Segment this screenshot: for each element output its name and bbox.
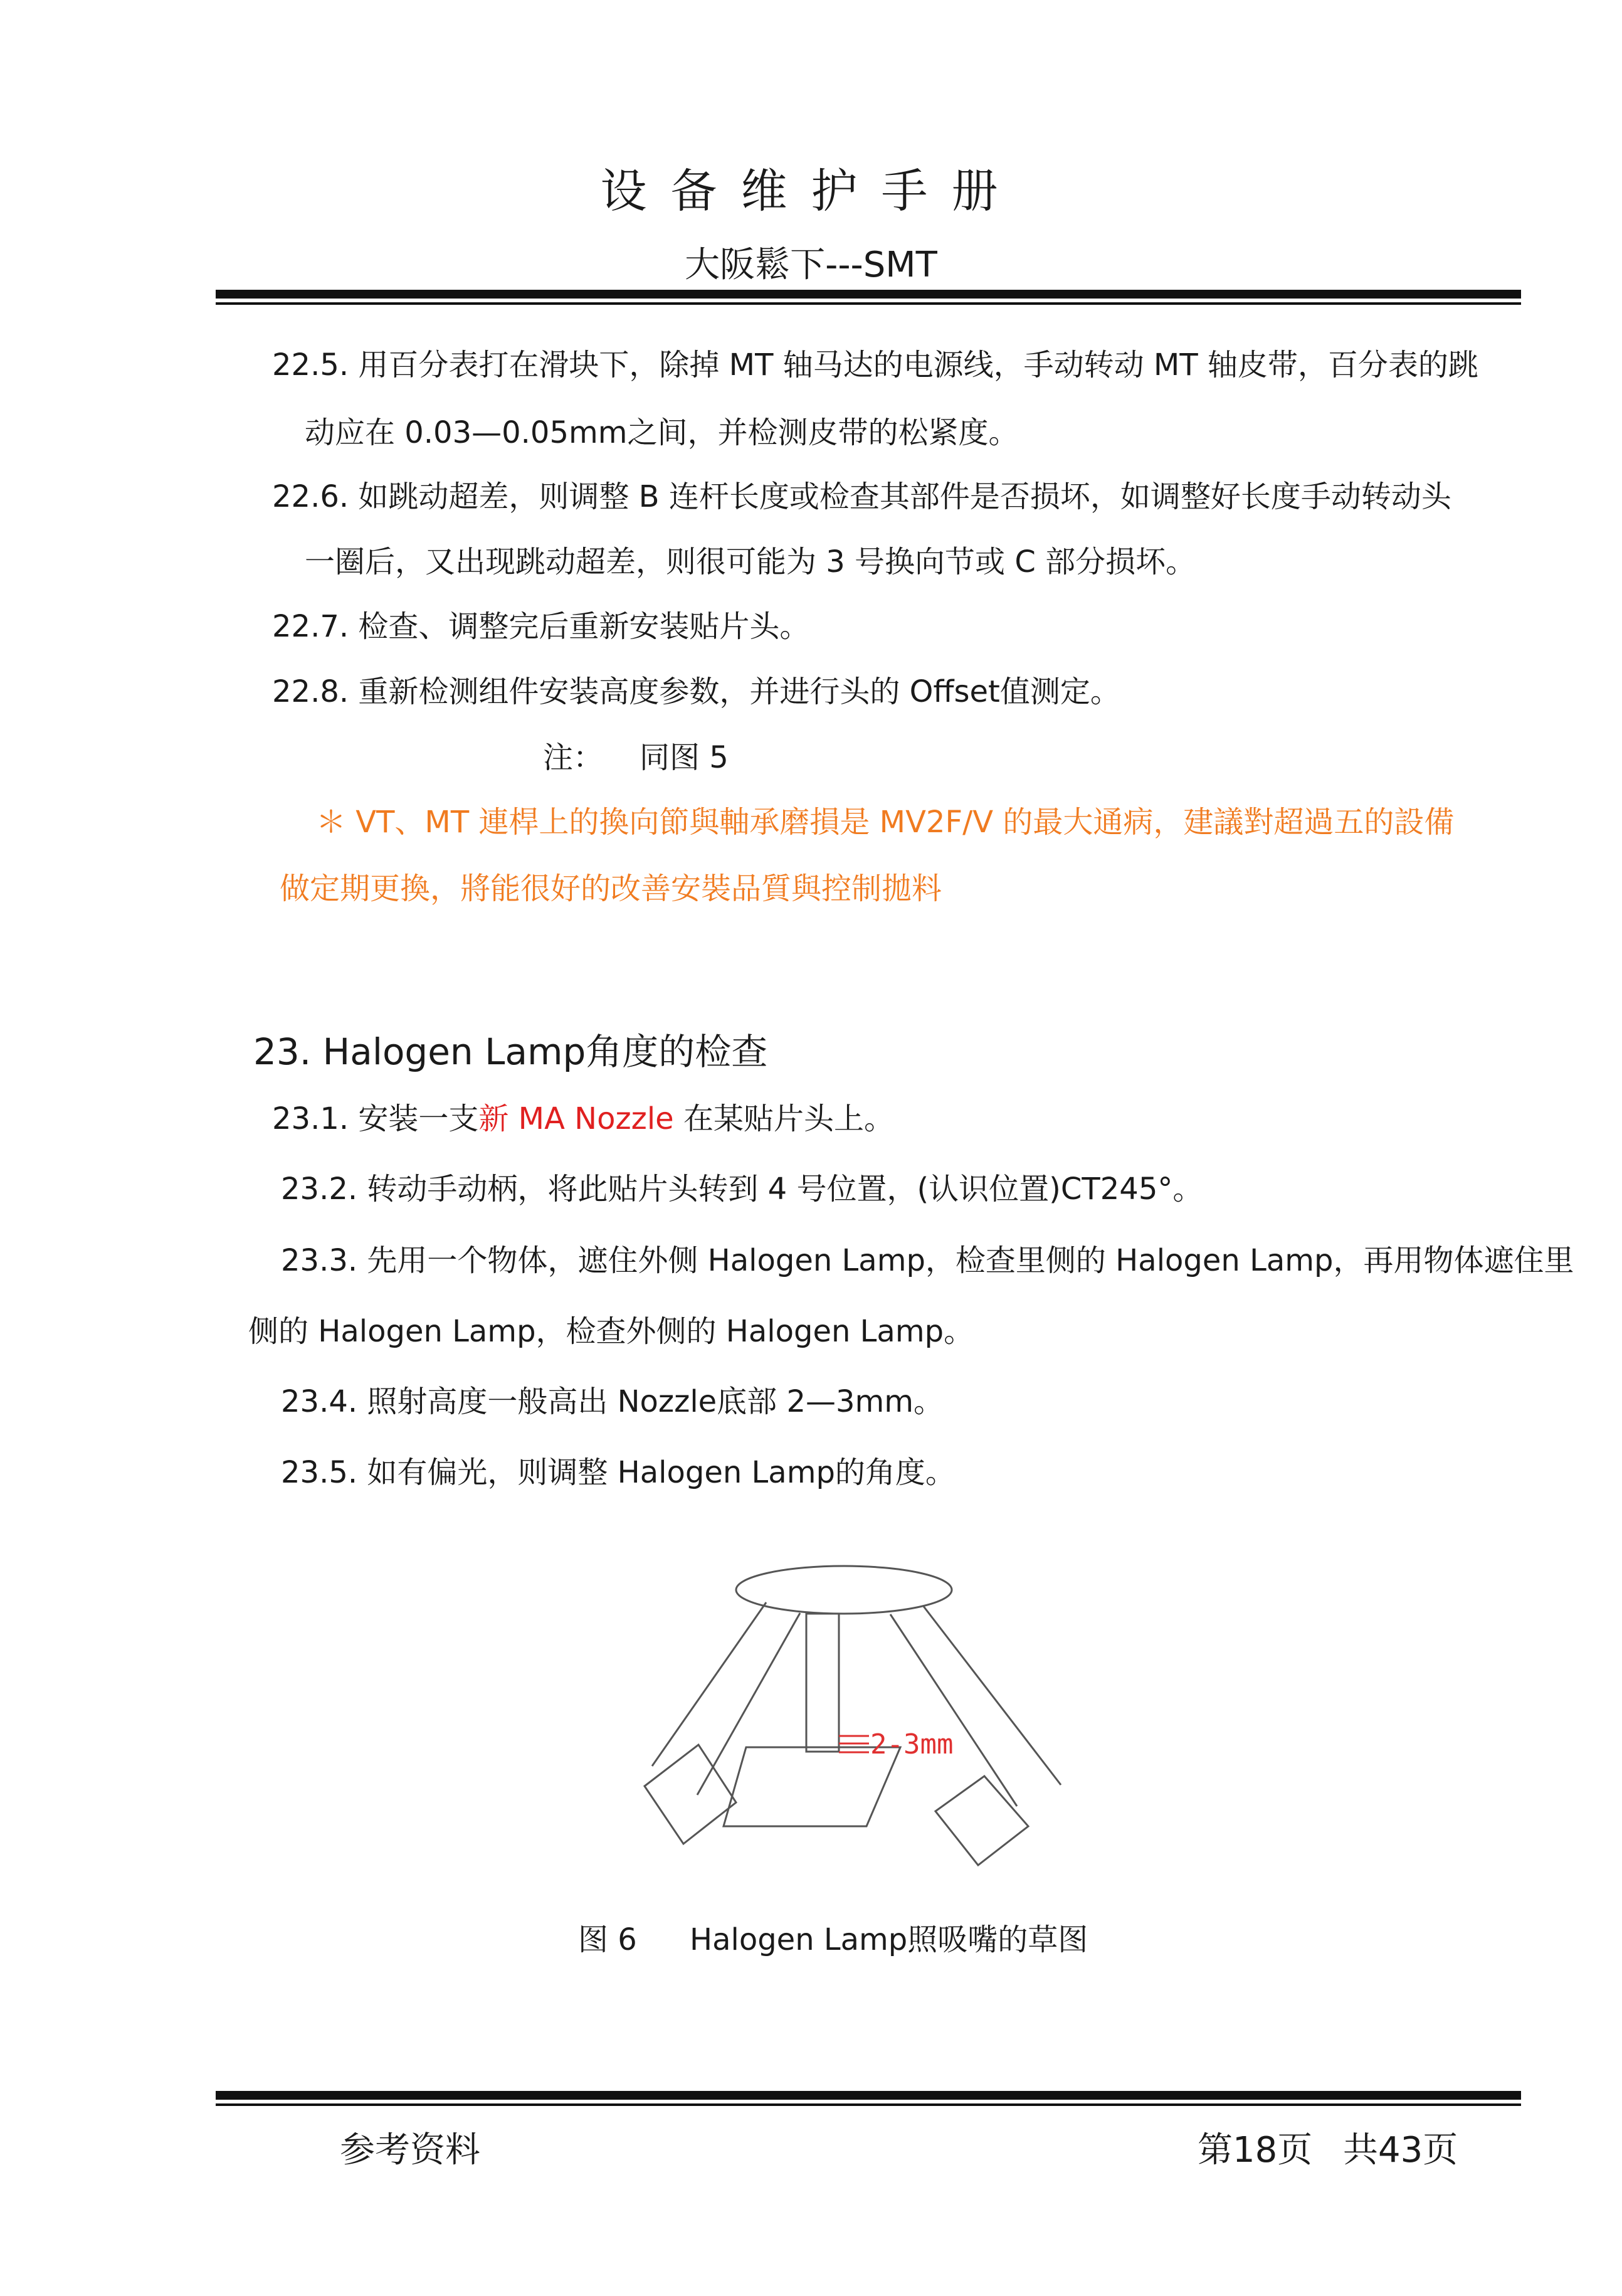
item-23-4: 23.4. 照射高度一般高出 Nozzle底部 2—3mm。 — [281, 1384, 944, 1419]
footer-rule-thin — [216, 2103, 1521, 2106]
item-22-5-line1: 22.5. 用百分表打在滑块下，除掉 MT 轴马达的电源线，手动转动 MT 轴皮带，百分表的跳 — [272, 347, 1478, 383]
left-beam-outer — [652, 1602, 766, 1766]
header-rule-thick — [216, 290, 1521, 299]
item-22-6-line1: 22.6. 如跳动超差，则调整 B 连杆长度或检查其部件是否损坏，如调整好长度手动转动头 — [272, 479, 1451, 514]
page-title: 设备维护手册 — [600, 164, 1022, 218]
page-subtitle: 大阪鬆下---SMT — [685, 245, 937, 285]
right-lamp-box — [935, 1776, 1028, 1865]
head-ellipse — [736, 1566, 952, 1614]
item-23-2: 23.2. 转动手动柄，将此贴片头转到 4 号位置，(认识位置)CT245°。 — [281, 1172, 1203, 1207]
item-23-1-highlight: 新 MA Nozzle — [478, 1101, 674, 1136]
item-22-7: 22.7. 检查、调整完后重新安装贴片头。 — [272, 609, 810, 644]
dimension-label: 2-3mm — [870, 1728, 954, 1760]
item-22-8: 22.8. 重新检测组件安装高度参数，并进行头的 Offset值测定。 — [272, 674, 1120, 709]
footer-total-pages: 共43页 — [1343, 2130, 1458, 2171]
item-23-1-start: 23.1. 安装一支 — [272, 1101, 479, 1136]
left-lamp-box — [645, 1745, 736, 1844]
note-label: 注： — [543, 740, 604, 775]
nozzle-shape — [806, 1614, 839, 1752]
halogen-lamp-sketch — [564, 1555, 1097, 1907]
warning-line2: 做定期更換，將能很好的改善安裝品質與控制拋料 — [280, 871, 942, 906]
header-rule-thin — [216, 302, 1521, 305]
item-22-6-line2: 一圈后，又出现跳动超差，则很可能为 3 号换向节或 C 部分损坏。 — [305, 544, 1196, 579]
item-23-1 — [272, 1094, 894, 1138]
footer-rule-thick — [216, 2091, 1521, 2100]
figure-caption: Halogen Lamp照吸嘴的草图 — [690, 1922, 1088, 1957]
item-23-3-line2: 侧的 Halogen Lamp，检查外侧的 Halogen Lamp。 — [248, 1314, 974, 1349]
section-23-heading: 23. Halogen Lamp角度的检查 — [253, 1030, 768, 1073]
item-23-3-line1: 23.3. 先用一个物体，遮住外侧 Halogen Lamp，检查里侧的 Halogen Lamp，再用物体遮住里 — [281, 1243, 1574, 1278]
note-text: 同图 5 — [640, 740, 729, 775]
right-beam-inner — [890, 1614, 1017, 1806]
item-23-1-end: 在某贴片头上。 — [673, 1101, 894, 1136]
footer-left-label: 参考资料 — [340, 2130, 480, 2171]
figure-number: 图 6 — [578, 1922, 637, 1957]
item-23-5: 23.5. 如有偏光，则调整 Halogen Lamp的角度。 — [281, 1455, 956, 1490]
footer-page-number: 第18页 — [1198, 2130, 1313, 2171]
warning-line1: ＊ VT、MT 連桿上的換向節與軸承磨損是 MV2F/V 的最大通病，建議對超過五的設備 — [316, 805, 1455, 840]
item-22-5-line2: 动应在 0.03—0.05mm之间，并检测皮带的松紧度。 — [305, 415, 1019, 450]
